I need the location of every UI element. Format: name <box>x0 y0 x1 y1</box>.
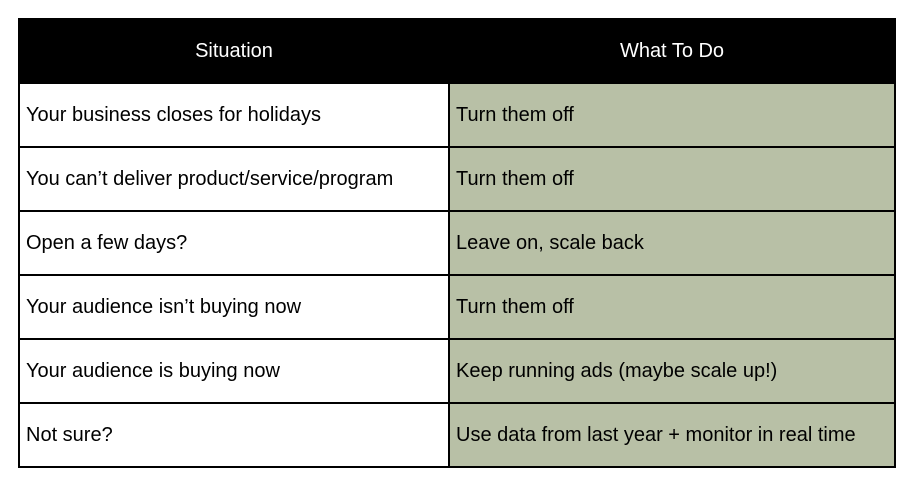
situation-cell: Not sure? <box>19 403 449 467</box>
action-cell: Keep running ads (maybe scale up!) <box>449 339 895 403</box>
action-cell: Turn them off <box>449 147 895 211</box>
table-row <box>19 211 895 275</box>
table-row <box>19 275 895 339</box>
situation-table <box>18 18 896 468</box>
table-row <box>19 403 895 467</box>
action-cell: Use data from last year + monitor in real time <box>449 403 895 467</box>
action-cell: Turn them off <box>449 83 895 147</box>
action-cell: Leave on, scale back <box>449 211 895 275</box>
table-row <box>19 147 895 211</box>
table-header-row <box>19 19 895 83</box>
situation-table-container <box>18 18 896 468</box>
situation-cell: Your audience is buying now <box>19 339 449 403</box>
situation-cell: You can’t deliver product/service/program <box>19 147 449 211</box>
situation-cell: Open a few days? <box>19 211 449 275</box>
header-situation: Situation <box>19 19 449 83</box>
situation-cell: Your audience isn’t buying now <box>19 275 449 339</box>
table-row <box>19 83 895 147</box>
situation-cell: Your business closes for holidays <box>19 83 449 147</box>
action-cell: Turn them off <box>449 275 895 339</box>
header-what-to-do: What To Do <box>449 19 895 83</box>
table-row <box>19 339 895 403</box>
